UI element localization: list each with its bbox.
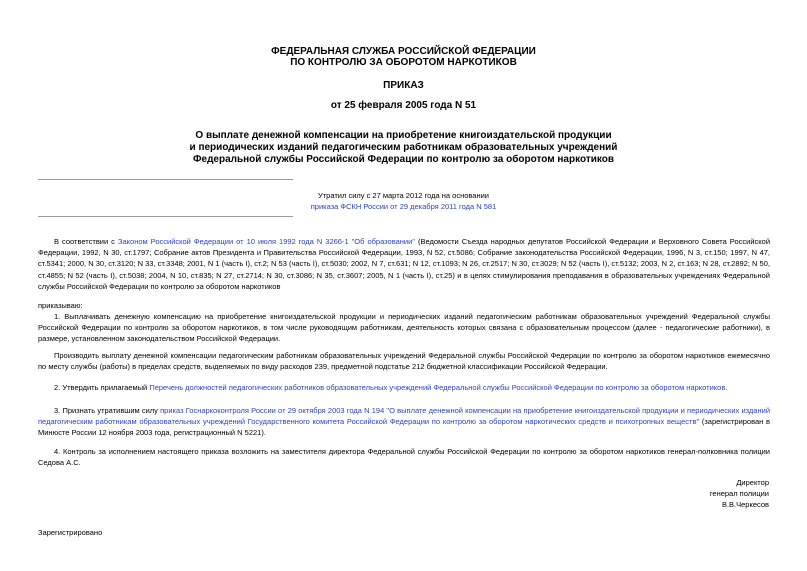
item-2-text-post: . [725,383,728,392]
repealed-order-link[interactable]: приказ Госнаркоконтроля России от 29 октября 2003 года N 194 "О выплате денежной компенсации на приобретение книгоиздательской продукции и периодических изданий педагогическим работникам образовательных учреждений Государственного комитета Российской Федерации по контролю за оборотом наркотических средств и психотропных веществ" [38,406,771,427]
signer-rank: генерал полиции [709,489,769,498]
item-1b-paragraph [38,350,770,372]
status-note-link-line [0,201,807,212]
repeal-order-link[interactable]: приказа ФСКН России от 29 декабря 2011 года N 581 [310,202,497,211]
item-4-text: 4. Контроль за исполнением настоящего приказа возложить на заместителя директора Федеральной службы Российской Федерации по контролю за оборотом наркотиков генерал-полковника полиции Седова А.С. [38,447,770,468]
document-type: ПРИКАЗ [383,80,424,91]
document-title-line1: О выплате денежной компенсации на приобретение книгоиздательской продукции [195,130,612,141]
item-3-text-pre: 3. Признать утратившим силу [54,406,161,415]
item-1b-text: Производить выплату денежной компенсации педагогическим работникам образовательных учреждений Федеральной службы Российской Федерации по контролю за оборотом наркотиков ежемесячно по месту службы (работы) в пределах средств, выделяемых по виду расходов 239, предметной подстатье 212 бюджетной классификации Российской Федерации. [38,351,770,372]
item-3-paragraph [38,405,770,439]
agency-name-line2: ПО КОНТРОЛЮ ЗА ОБОРОТОМ НАРКОТИКОВ [290,57,517,68]
order-word: приказываю: [38,301,83,310]
status-note: Утратил силу с 27 марта 2012 года на основании [317,191,489,200]
item-1-paragraph [38,311,770,345]
item-4-paragraph [38,446,770,468]
document-title-line3: Федеральной службы Российской Федерации по контролю за оборотом наркотиков [192,154,615,165]
item-2-text-pre: 2. Утвердить прилагаемый [54,383,150,392]
education-law-link[interactable]: Законом Российской Федерации от 10 июля 1992 года N 3266-1 "Об образовании" [117,237,415,246]
signer-position: Директор [736,478,769,487]
registered-label: Зарегистрировано [38,528,103,537]
signer-name: В.В.Черкесов [721,500,769,509]
divider-bottom [38,216,293,217]
item-1-text: 1. Выплачивать денежную компенсацию на приобретение книгоиздательской продукции и периодических изданий педагогическим работникам образовательных учреждений Федеральной службы Российской Федерации по контролю за оборотом наркотиков, в том числе руководящим работникам, деятельность которых связана с образовательным процессом (далее - педагогические работники), в размере, установленном законодательством Российской Федерации. [38,312,770,344]
item-3-text-post: (зарегистрирован в Минюсте России 12 ноября 2003 года, регистрационный N 5221). [38,417,770,438]
intro-paragraph [38,236,770,292]
item-2-paragraph [38,382,770,393]
document-title-line2: и периодических изданий педагогическим работникам образовательных учреждений [189,142,618,153]
divider-top [38,179,293,180]
intro-text-pre: В соответствии с [54,237,118,246]
document-date: от 25 февраля 2005 года N 51 [330,100,477,111]
agency-name-line1: ФЕДЕРАЛЬНАЯ СЛУЖБА РОССИЙСКОЙ ФЕДЕРАЦИИ [271,46,536,57]
intro-text-post: (Ведомости Съезда народных депутатов Российской Федерации и Верховного Совета Российской Федерации, 1992, N 30, ст.1797; Собрание актов Президента и Правительства Российской Федерации, 1993, N 52, ст.5086; Собрание законодательства Российской Федерации, 1996, N 3, ст.150; 1997, N 47, ст.5341; 2000, N 30, ст.3120; N 33, ст.3348; 2001, N 1 (часть I), ст.2; N 53 (часть I), ст.5030; 2002, N 7, ст.631; N 12, ст.1093; N 26, ст.2517; N 30, ст.3029; N 52 (часть I), ст.5132; 2003, N 2, ст.163; N 28, ст.2892; N 50, ст.4855; N 52 (часть I), ст.5038; 2004, N 10, ст.835; N 27, ст.2714; N 30, ст.3086; N 35, ст.3607; 2005, N 1 (часть I), ст.25) и в целях стимулирования преподавания в образовательных учреждениях Федеральной службы Российской Федерации по контролю за оборотом наркотиков [38,237,771,291]
positions-list-link[interactable]: Перечень должностей педагогических работников образовательных учреждений Федеральной службы Российской Федерации по контролю за оборотом наркотиков [149,383,726,392]
